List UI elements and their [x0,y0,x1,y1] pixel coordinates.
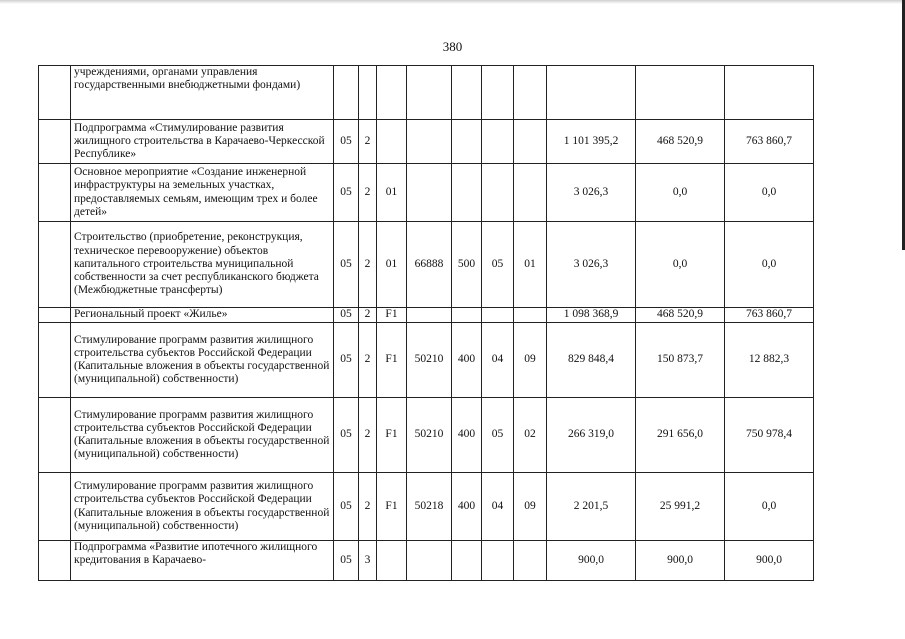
row-name: Строительство (приобретение, реконструкция, техническое перевооружение) объектов капитального строительства муниципальной собственности за счет республиканского бюджета (Межбюджетные трансферты) [71,222,334,308]
row-blank-cell [39,323,71,398]
code-cell [407,66,452,120]
table-row [39,308,814,323]
code-cell: 05 [482,222,514,308]
code-cell [514,120,547,164]
code-cell: 09 [514,473,547,541]
table-row [39,473,814,541]
code-cell: 05 [334,164,359,222]
code-cell: 400 [452,398,482,473]
code-cell [407,164,452,222]
amount-cell: 0,0 [725,222,814,308]
code-cell [407,120,452,164]
code-cell [452,308,482,323]
amount-cell: 1 101 395,2 [547,120,636,164]
budget-table [38,65,814,581]
row-name: Подпрограмма «Развитие ипотечного жилищного кредитования в Карачаево- [71,541,334,581]
code-cell: 2 [359,222,377,308]
code-cell: 04 [482,473,514,541]
table-row [39,164,814,222]
code-cell: F1 [377,398,407,473]
code-cell: 04 [482,323,514,398]
code-cell [482,308,514,323]
code-cell: 05 [334,308,359,323]
code-cell [452,541,482,581]
code-cell [514,308,547,323]
code-cell: 50210 [407,323,452,398]
row-blank-cell [39,66,71,120]
code-cell: 500 [452,222,482,308]
code-cell [514,164,547,222]
row-name: Подпрограмма «Стимулирование развития жилищного строительства в Карачаево-Черкесской Республике» [71,120,334,164]
code-cell [514,66,547,120]
amount-cell: 829 848,4 [547,323,636,398]
code-cell: 02 [514,398,547,473]
scan-top-edge [0,0,905,4]
amount-cell: 150 873,7 [636,323,725,398]
row-blank-cell [39,120,71,164]
amount-cell: 0,0 [725,473,814,541]
code-cell: F1 [377,473,407,541]
code-cell: 2 [359,120,377,164]
amount-cell: 1 098 368,9 [547,308,636,323]
amount-cell: 468 520,9 [636,308,725,323]
code-cell [514,541,547,581]
code-cell: 05 [334,323,359,398]
amount-cell [547,66,636,120]
amount-cell: 2 201,5 [547,473,636,541]
code-cell [452,66,482,120]
amount-cell: 900,0 [636,541,725,581]
code-cell: 50218 [407,473,452,541]
code-cell: 01 [377,222,407,308]
amount-cell: 0,0 [636,222,725,308]
code-cell: 05 [334,120,359,164]
code-cell: 2 [359,308,377,323]
code-cell: 05 [334,541,359,581]
table-row [39,323,814,398]
amount-cell: 25 991,2 [636,473,725,541]
code-cell [334,66,359,120]
amount-cell: 763 860,7 [725,120,814,164]
amount-cell: 900,0 [547,541,636,581]
page-number: 380 [442,39,463,54]
amount-cell: 750 978,4 [725,398,814,473]
table-row [39,66,814,120]
code-cell [482,164,514,222]
code-cell: 09 [514,323,547,398]
table-row [39,120,814,164]
code-cell: 66888 [407,222,452,308]
amount-cell: 0,0 [636,164,725,222]
amount-cell: 3 026,3 [547,222,636,308]
code-cell [377,541,407,581]
code-cell [482,120,514,164]
amount-cell: 900,0 [725,541,814,581]
code-cell [407,541,452,581]
code-cell: 05 [482,398,514,473]
code-cell [407,308,452,323]
code-cell [482,66,514,120]
row-name: Региональный проект «Жилье» [71,308,334,323]
amount-cell: 3 026,3 [547,164,636,222]
code-cell: 05 [334,398,359,473]
amount-cell: 12 882,3 [725,323,814,398]
amount-cell: 763 860,7 [725,308,814,323]
table-row [39,398,814,473]
code-cell: 01 [377,164,407,222]
code-cell [452,120,482,164]
row-name: Стимулирование программ развития жилищного строительства субъектов Российской Федерации (Капитальные вложения в объекты государственной (муниципальной) собственности) [71,398,334,473]
row-blank-cell [39,308,71,323]
row-name: Основное мероприятие «Создание инженерной инфраструктуры на земельных участках, предоставляемых семьям, имеющим трех и более детей» [71,164,334,222]
row-blank-cell [39,164,71,222]
row-name: Стимулирование программ развития жилищного строительства субъектов Российской Федерации (Капитальные вложения в объекты государственной (муниципальной) собственности) [71,473,334,541]
table-row [39,541,814,581]
code-cell: 05 [334,473,359,541]
code-cell: F1 [377,308,407,323]
code-cell: 400 [452,473,482,541]
row-blank-cell [39,222,71,308]
code-cell [377,66,407,120]
code-cell: 400 [452,323,482,398]
code-cell: 3 [359,541,377,581]
code-cell [377,120,407,164]
code-cell: 2 [359,164,377,222]
code-cell [452,164,482,222]
code-cell [482,541,514,581]
code-cell: 50210 [407,398,452,473]
amount-cell: 291 656,0 [636,398,725,473]
code-cell: 2 [359,473,377,541]
amount-cell: 266 319,0 [547,398,636,473]
code-cell [359,66,377,120]
code-cell: 01 [514,222,547,308]
row-blank-cell [39,541,71,581]
code-cell: 05 [334,222,359,308]
amount-cell: 468 520,9 [636,120,725,164]
amount-cell [636,66,725,120]
amount-cell: 0,0 [725,164,814,222]
code-cell: 2 [359,323,377,398]
table-row [39,222,814,308]
row-name: Стимулирование программ развития жилищного строительства субъектов Российской Федерации (Капитальные вложения в объекты государственной (муниципальной) собственности) [71,323,334,398]
row-name: учреждениями, органами управления государственными внебюджетными фондами) [71,66,334,120]
code-cell: F1 [377,323,407,398]
amount-cell [725,66,814,120]
row-blank-cell [39,398,71,473]
code-cell: 2 [359,398,377,473]
row-blank-cell [39,473,71,541]
